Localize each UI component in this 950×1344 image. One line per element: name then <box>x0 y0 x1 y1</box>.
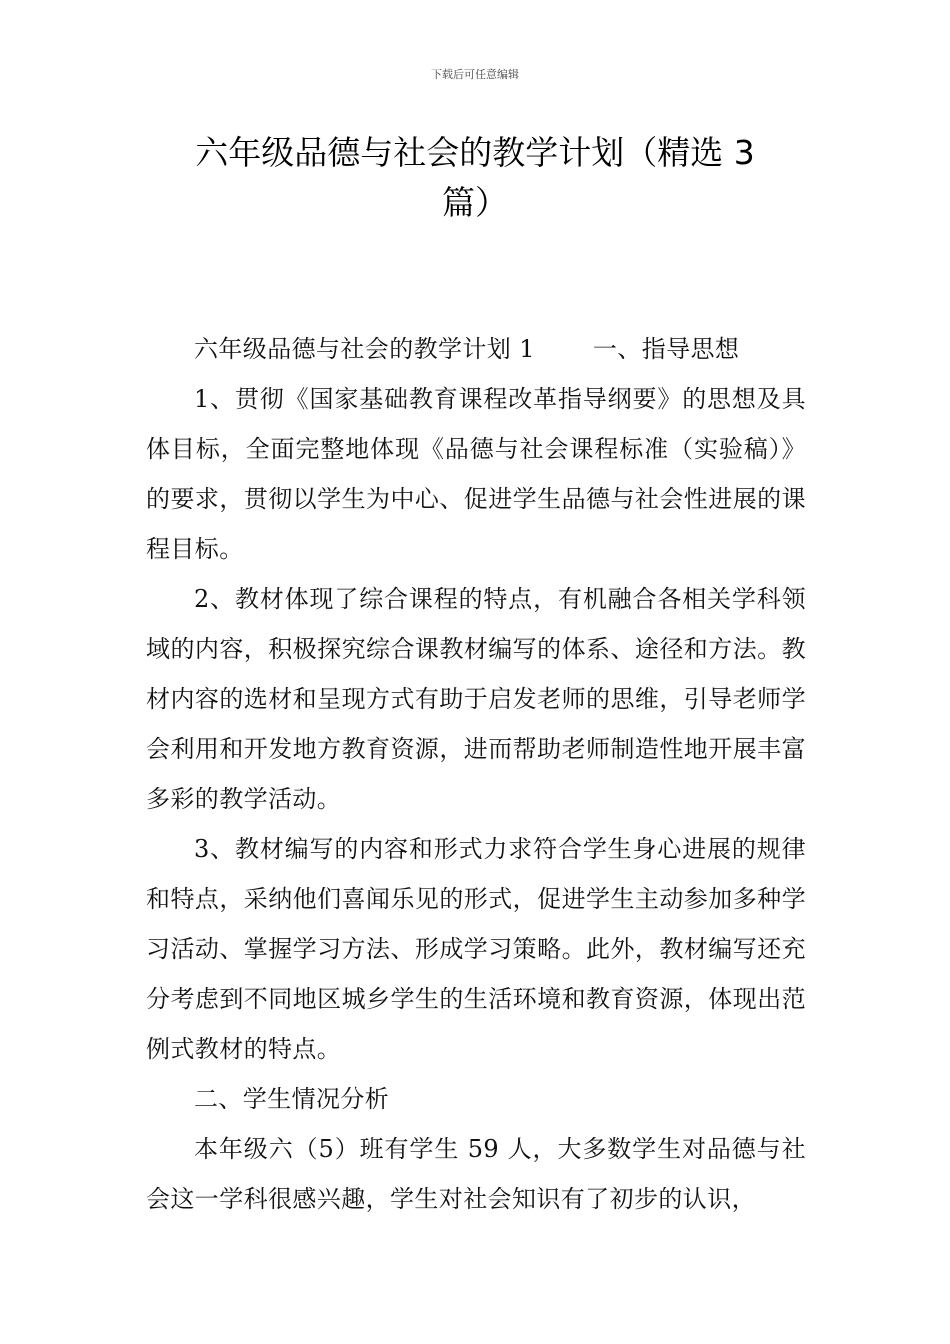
paragraph-4: 本年级六（5）班有学生 59 人，大多数学生对品德与社会这一学科很感兴趣，学生对社会知识有了初步的认识， <box>146 1135 806 1213</box>
title-line-1: 六年级品德与社会的教学计划（精选 3 <box>195 133 755 172</box>
paragraph-3: 3、教材编写的内容和形式力求符合学生身心进展的规律和特点，采纳他们喜闻乐见的形式，促进学生主动参加多种学习活动、掌握学习方法、形成学习策略。此外，教材编写还充分考虑到不同地区城乡学生的生活环境和教育资源，体现出范例式教材的特点。 <box>146 835 806 1063</box>
section-subheading: 一、指导思想 <box>592 335 740 363</box>
document-title <box>150 128 800 228</box>
title-line-2: 篇） <box>442 183 508 222</box>
paragraph-1: 1、贯彻《国家基础教育课程改革指导纲要》的思想及具体目标，全面完整地体现《品德与社会课程标准（实验稿）》的要求，贯彻以学生为中心、促进学生品德与社会性进展的课程目标。 <box>146 385 806 563</box>
header-note: 下载后可任意编辑 <box>431 68 519 81</box>
section-heading: 六年级品德与社会的教学计划 1 <box>194 335 535 363</box>
paragraph-2: 2、教材体现了综合课程的特点，有机融合各相关学科领域的内容，积极探究综合课教材编写的体系、途径和方法。教材内容的选材和呈现方式有助于启发老师的思维，引导老师学会利用和开发地方教育资源，进而帮助老师制造性地开展丰富多彩的教学活动。 <box>146 585 806 813</box>
section-heading-2: 二、学生情况分析 <box>194 1085 390 1113</box>
document-body <box>146 324 806 1224</box>
section-heading-line <box>146 324 806 374</box>
